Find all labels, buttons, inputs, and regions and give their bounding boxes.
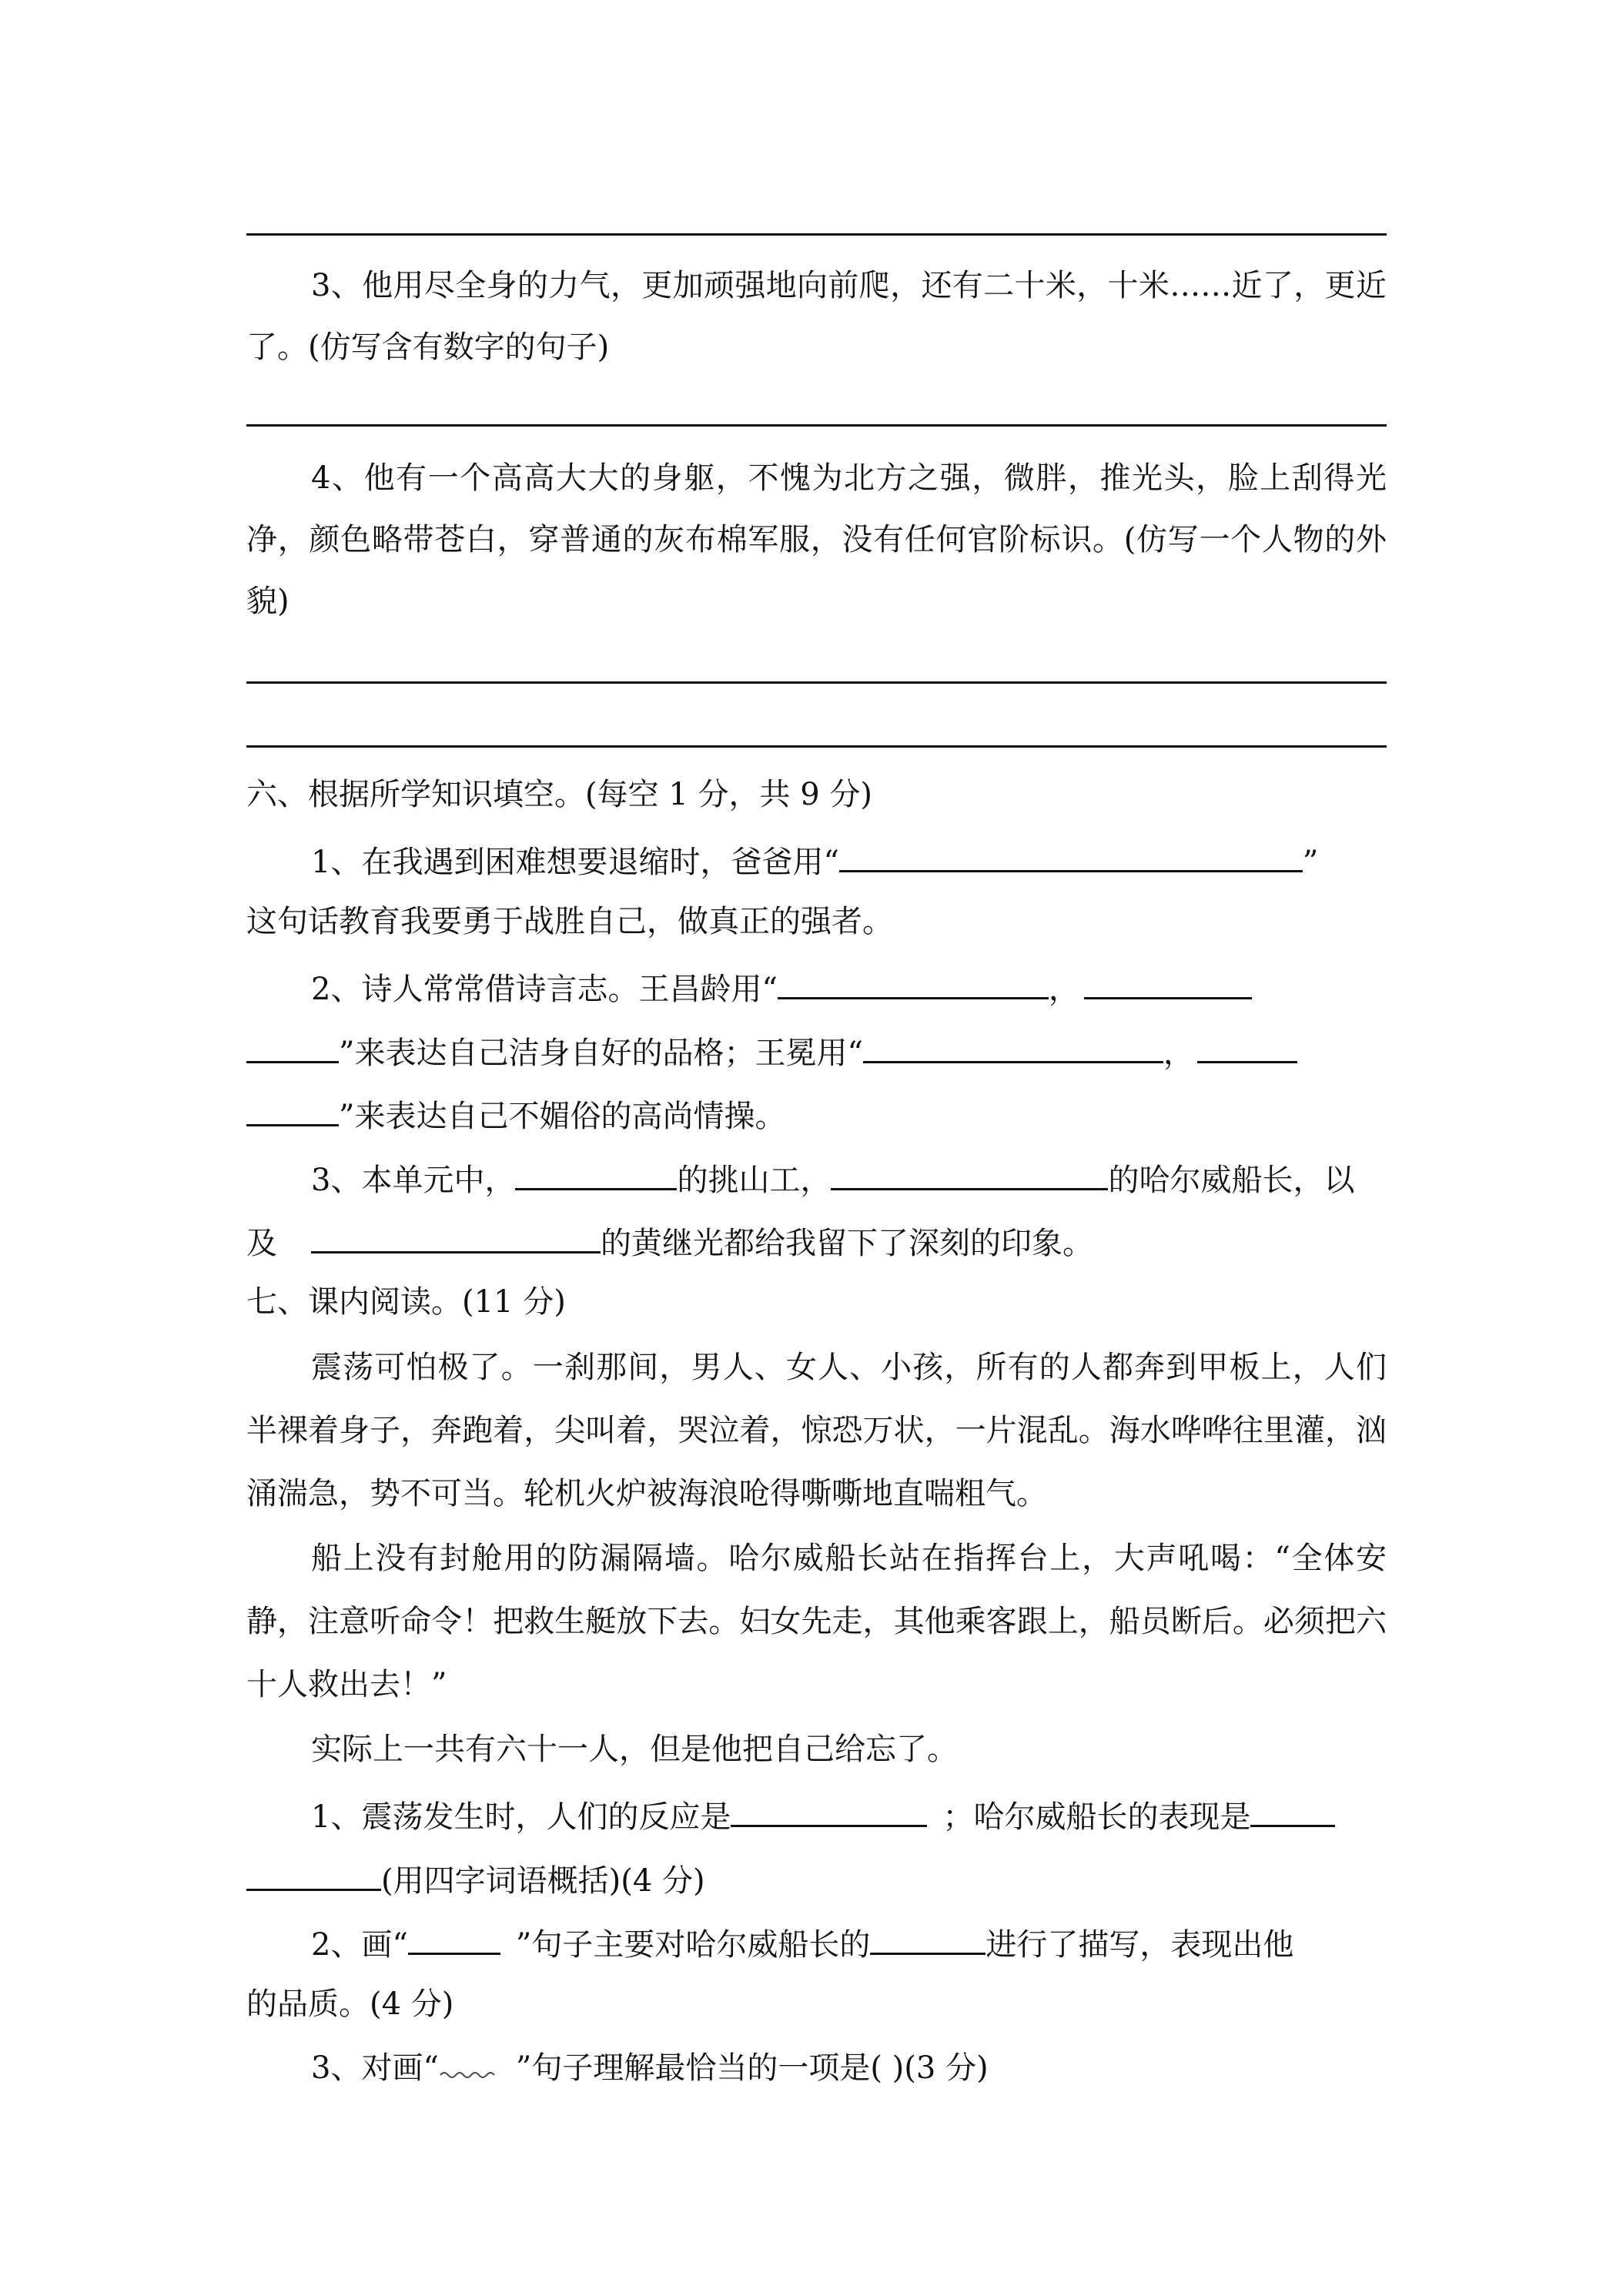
q6-item2-line2: ”来表达自己洁身自好的品格；王冕用“ ， [246, 1030, 1297, 1073]
answer-blank[interactable] [831, 1157, 1108, 1190]
q6-item3-line1: 3、本单元中， 的挑山工， 的哈尔威船长，以 [311, 1157, 1354, 1200]
q7-item1-line2: (用四字词语概括)(4 分) [246, 1858, 705, 1900]
answer-line [246, 681, 1387, 684]
answer-blank[interactable] [778, 966, 1049, 999]
answer-blank[interactable] [408, 1922, 500, 1955]
answer-blank[interactable] [863, 1030, 1163, 1063]
answer-blank[interactable] [246, 1030, 339, 1063]
answer-blank[interactable] [1084, 966, 1252, 999]
q5-item4-text: 4、他有一个高高大大的身躯，不愧为北方之强，微胖，推光头，脸上刮得光净，颜色略带苍白，穿普通的灰布棉军服，没有任何官阶标识。(仿写一个人物的外貌) [246, 460, 1387, 619]
answer-blank[interactable] [1250, 1794, 1335, 1827]
answer-blank[interactable] [246, 1093, 339, 1126]
reading-passage-p3: 实际上一共有六十一人，但是他把自己给忘了。 [311, 1732, 958, 1767]
q6-item1-line2: 这句话教育我要勇于战胜自己，做真正的强者。 [246, 904, 893, 939]
answer-blank[interactable] [870, 1922, 986, 1955]
section-7-heading: 七、课内阅读。(11 分) [246, 1284, 566, 1320]
answer-line [246, 233, 1387, 236]
answer-blank[interactable] [311, 1220, 601, 1253]
answer-blank[interactable] [515, 1157, 677, 1190]
reading-passage-p1: 震荡可怕极了。一刹那间，男人、女人、小孩，所有的人都奔到甲板上，人们半裸着身子，奔跑着，尖叫着，哭泣着，惊恐万状，一片混乱。海水哗哗往里灌，汹涌湍急，势不可当。轮机火炉被海浪呛得嘶嘶地直喘粗气。 [246, 1350, 1387, 1511]
q6-item2-line1: 2、诗人常常借诗言志。王昌龄用“ ， [311, 966, 1252, 1009]
q7-item2-line1: 2、画“ ”句子主要对哈尔威船长的 进行了描写，表现出他 [311, 1922, 1293, 1964]
q6-item3-line2: 及 的黄继光都给我留下了深刻的印象。 [246, 1220, 1093, 1263]
q6-item1-line1: 1、在我遇到困难想要退缩时，爸爸用“ ” [311, 839, 1318, 882]
answer-blank[interactable] [731, 1794, 927, 1827]
answer-blank[interactable] [246, 1858, 381, 1891]
section-6-heading: 六、根据所学知识填空。(每空 1 分，共 9 分) [246, 777, 872, 812]
answer-blank[interactable] [1197, 1030, 1297, 1063]
wavy-underline-icon [439, 2064, 500, 2080]
q6-item2-line3: ”来表达自己不媚俗的高尚情操。 [246, 1093, 785, 1136]
q5-item3-text: 3、他用尽全身的力气，更加顽强地向前爬，还有二十米，十米……近了，更近了。(仿写含有数字的句子) [246, 268, 1387, 365]
reading-passage-p2: 船上没有封舱用的防漏隔墙。哈尔威船长站在指挥台上，大声吼喝：“全体安静，注意听命令！把救生艇放下去。妇女先走，其他乘客跟上，船员断后。必须把六十人救出去！” [246, 1541, 1387, 1702]
answer-line [246, 745, 1387, 748]
answer-blank[interactable] [839, 839, 1303, 872]
answer-line [246, 424, 1387, 427]
q7-item3-line1: 3、对画“ ”句子理解最恰当的一项是( )(3 分) [311, 2050, 989, 2086]
q7-item1-line1: 1、震荡发生时，人们的反应是 ；哈尔威船长的表现是 [311, 1794, 1335, 1836]
q7-item2-line2: 的品质。(4 分) [246, 1986, 454, 2022]
